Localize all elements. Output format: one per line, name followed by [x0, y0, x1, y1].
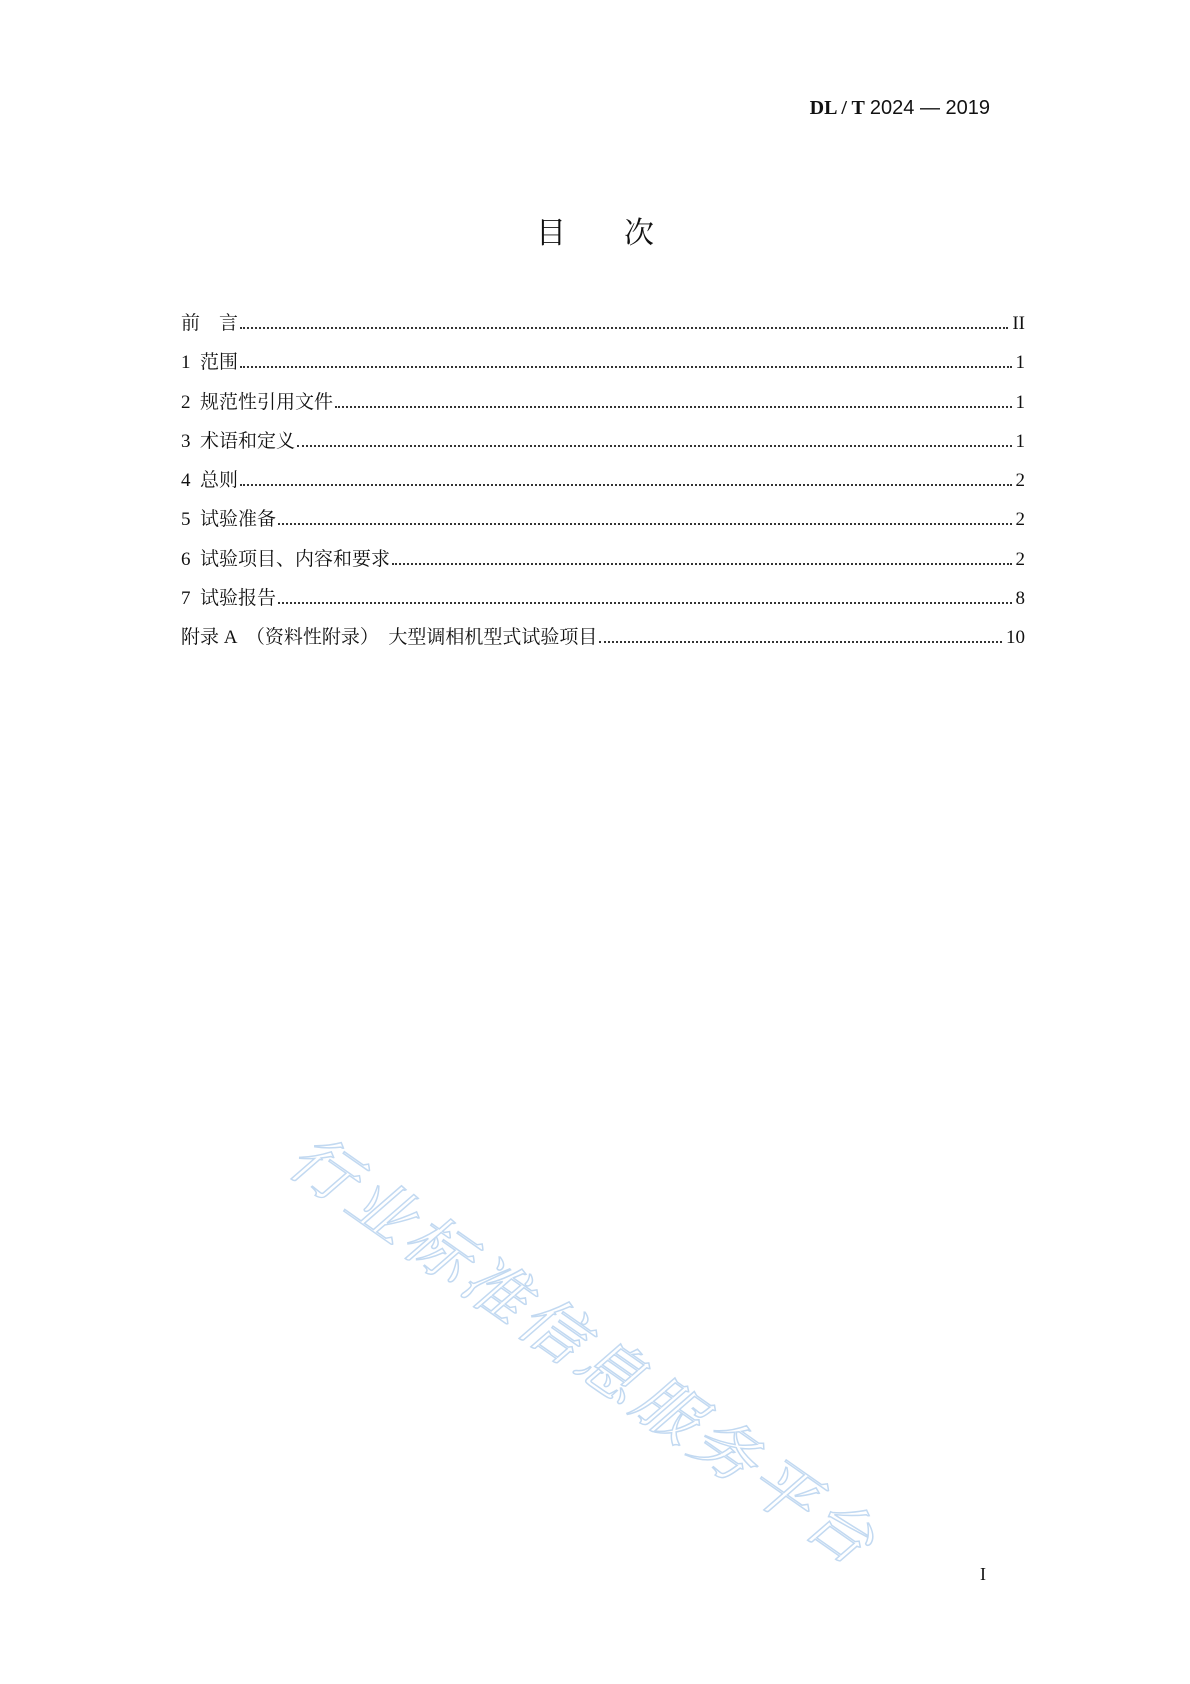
toc-entry[interactable] — [181, 312, 1025, 351]
toc-entry[interactable] — [181, 469, 1025, 508]
toc-dot-leader — [240, 366, 1011, 368]
toc-entry[interactable] — [181, 508, 1025, 547]
toc-dot-leader — [599, 641, 1002, 643]
toc-entry-page: II — [1012, 313, 1025, 334]
toc-entry-page: 2 — [1015, 509, 1025, 531]
table-of-contents — [181, 312, 1025, 666]
toc-entry-page: 1 — [1015, 391, 1025, 413]
toc-dot-leader — [240, 484, 1011, 486]
toc-entry[interactable] — [181, 391, 1025, 430]
toc-entry-label: 1 范围 — [181, 352, 239, 374]
toc-entry-page: 2 — [1015, 548, 1025, 570]
toc-entry[interactable] — [181, 430, 1025, 469]
toc-entry-label: 2 规范性引用文件 — [181, 391, 334, 413]
toc-entry-label: 7 试验报告 — [181, 588, 277, 610]
toc-entry-page: 10 — [1006, 627, 1025, 649]
toc-entry[interactable] — [181, 351, 1025, 390]
toc-entry[interactable] — [181, 548, 1025, 587]
standard-number: 2024 — 2019 — [869, 97, 990, 119]
toc-dot-leader — [392, 563, 1011, 565]
toc-entry-page: 1 — [1015, 430, 1025, 452]
standard-prefix: DL / T — [809, 97, 865, 119]
toc-entry-label: 4 总则 — [181, 470, 239, 492]
toc-entry-label: 附录 A （资料性附录） 大型调相机型式试验项目 — [181, 627, 598, 649]
toc-entry[interactable] — [181, 587, 1025, 626]
toc-title: 目次 — [536, 216, 712, 251]
toc-dot-leader — [278, 523, 1011, 525]
toc-entry-page: 8 — [1015, 588, 1025, 610]
toc-entry-page: 1 — [1015, 352, 1025, 374]
page-number: I — [980, 1564, 986, 1584]
toc-entry-label: 3 术语和定义 — [181, 430, 296, 452]
toc-entry[interactable] — [181, 626, 1025, 665]
toc-entry-page: 2 — [1015, 470, 1025, 492]
watermark: 行业标准信息服务平台 — [275, 1120, 892, 1583]
toc-dot-leader — [335, 406, 1011, 408]
toc-dot-leader — [297, 445, 1011, 447]
toc-entry-label: 6 试验项目、内容和要求 — [181, 548, 391, 570]
toc-entry-label: 5 试验准备 — [181, 509, 277, 531]
standard-code — [810, 96, 990, 120]
toc-entry-label: 前 言 — [181, 313, 239, 334]
toc-dot-leader — [278, 602, 1011, 604]
toc-dot-leader — [240, 327, 1008, 329]
